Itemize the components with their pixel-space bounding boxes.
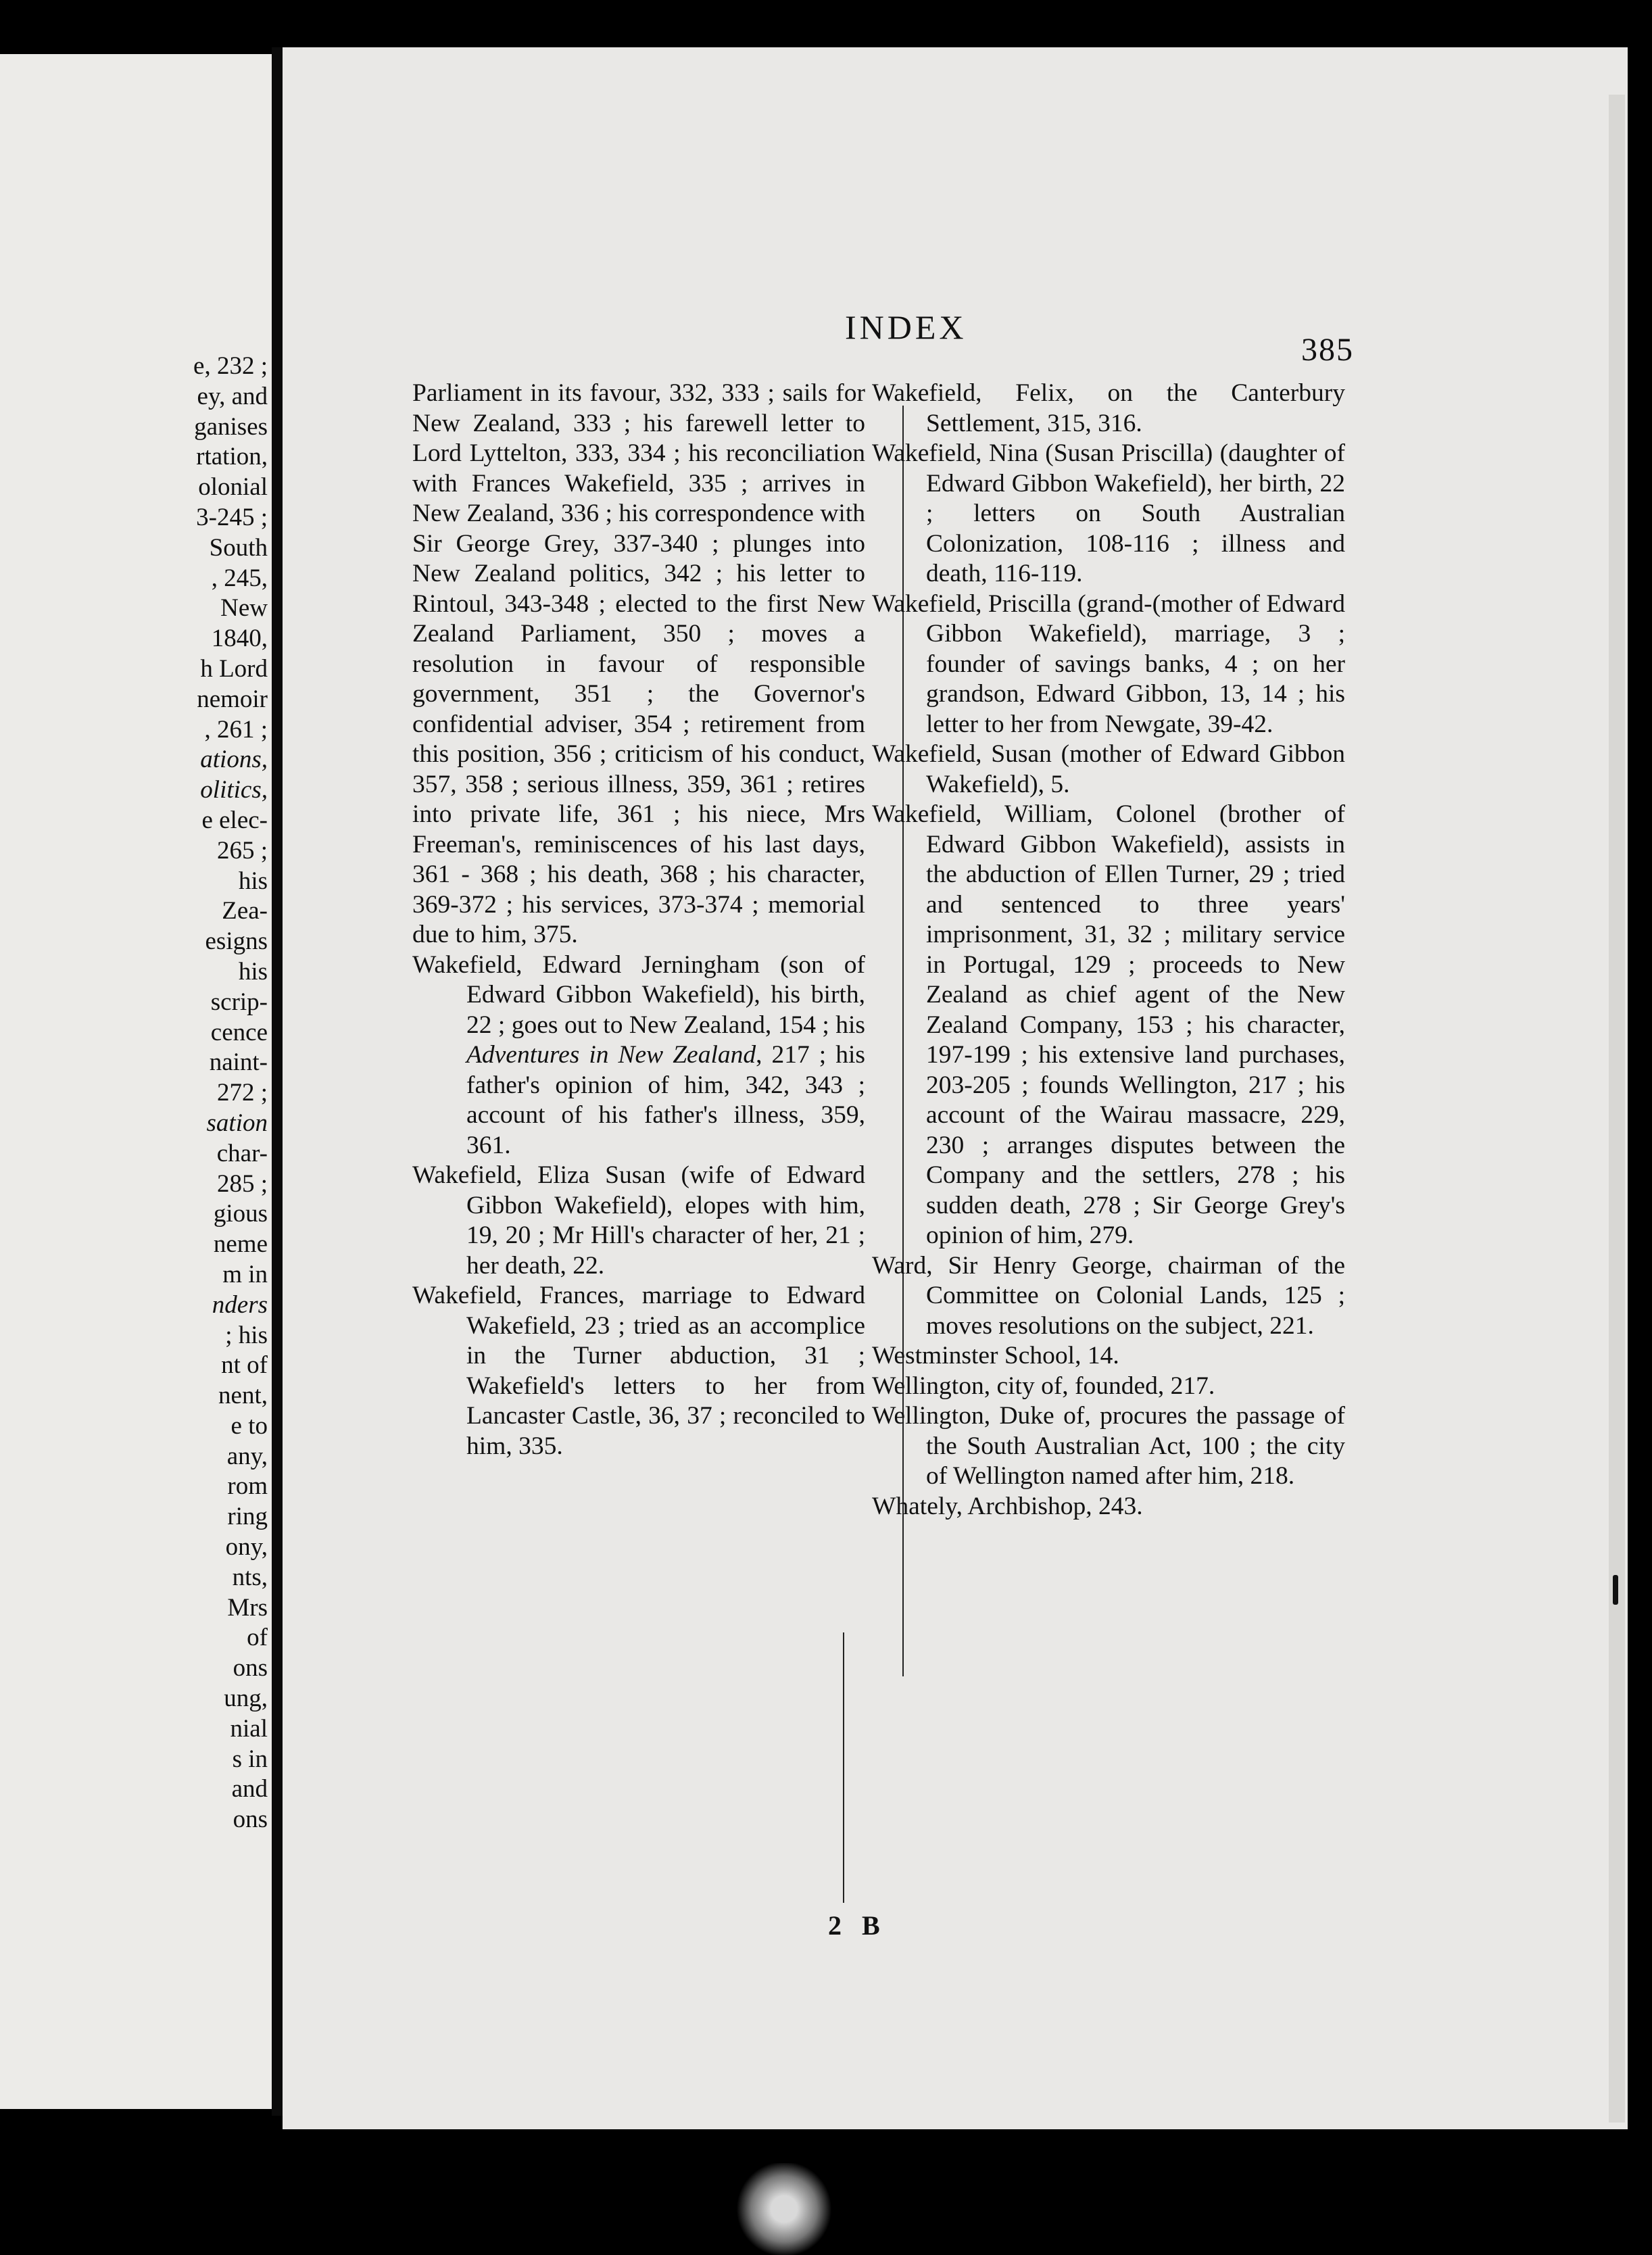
- facing-page-line: sation: [206, 1109, 268, 1137]
- margin-mark: [1613, 1575, 1618, 1605]
- index-entry: Ward, Sir Henry George, chairman of the Committee on Colonial Lands, 125 ; moves resolutions on the subject, 221.: [872, 1251, 1345, 1340]
- signature-mark: 2 B: [828, 1910, 887, 1941]
- column-rule: [843, 1632, 844, 1903]
- facing-page-line: ganises: [194, 412, 268, 441]
- facing-page-line: his: [238, 867, 268, 895]
- facing-page-line: neme: [213, 1230, 268, 1259]
- facing-page-line: nial: [230, 1714, 268, 1743]
- index-entry: Whately, Archbishop, 243.: [872, 1492, 1143, 1520]
- facing-page-line: nent,: [218, 1382, 268, 1410]
- facing-page-line: esigns: [205, 927, 268, 956]
- facing-page-line: e to: [230, 1411, 268, 1440]
- facing-page-line: his: [238, 957, 268, 986]
- index-column-left: [412, 379, 865, 1461]
- facing-page-line: ons: [233, 1654, 268, 1682]
- facing-page-line: olitics,: [200, 776, 268, 804]
- index-column-right: [872, 379, 1345, 1522]
- facing-page-line: of: [247, 1624, 268, 1652]
- page-edge: [1609, 95, 1625, 2123]
- index-entry: Wakefield, Susan (mother of Edward Gibbon Wakefield), 5.: [872, 740, 1345, 798]
- facing-page-line: ung,: [224, 1684, 268, 1713]
- index-entry: Wellington, city of, founded, 217.: [872, 1372, 1215, 1400]
- facing-page-line: cence: [210, 1018, 268, 1046]
- facing-page-line: ; his: [225, 1321, 268, 1349]
- facing-page-line: 265 ;: [216, 836, 268, 865]
- facing-page-line: rom: [227, 1472, 268, 1501]
- book-title: Adventures in New Zealand: [466, 1041, 756, 1069]
- facing-page-line: any,: [226, 1442, 268, 1470]
- facing-page-line: and: [231, 1775, 268, 1803]
- facing-page-line: rtation,: [196, 443, 268, 471]
- facing-page-line: New: [220, 594, 268, 623]
- index-entry: Wellington, Duke of, procures the passage of the South Australian Act, 100 ; the city of Wellington named after him, 218.: [872, 1402, 1345, 1490]
- page-number: 385: [1301, 332, 1354, 368]
- index-entry: Wakefield, Eliza Susan (wife of Edward Gibbon Wakefield), elopes with him, 19, 20 ; Mr Hill's character of her, 21 ; her death, 22.: [412, 1161, 865, 1280]
- facing-page-line: Zea-: [222, 897, 268, 925]
- facing-page-line: nders: [212, 1290, 268, 1319]
- facing-page-line: m in: [222, 1260, 268, 1288]
- facing-page-line: nemoir: [197, 685, 268, 713]
- facing-page-line: e, 232 ;: [193, 352, 268, 380]
- facing-page-line: 285 ;: [216, 1169, 268, 1198]
- facing-page-line: ons: [233, 1805, 268, 1834]
- facing-page-line: naint-: [209, 1048, 268, 1077]
- facing-page-line: , 245,: [211, 564, 268, 592]
- facing-page-line: ey, and: [197, 382, 268, 410]
- facing-page-line: nt of: [221, 1351, 268, 1380]
- scan-artifact: [737, 2163, 831, 2255]
- facing-page-line: 272 ;: [216, 1079, 268, 1107]
- facing-page-line: char-: [216, 1139, 268, 1167]
- facing-page-line: South: [209, 533, 268, 562]
- facing-page-line: , 261 ;: [204, 715, 268, 744]
- index-entry: Wakefield, Felix, on the Canterbury Settlement, 315, 316.: [872, 379, 1345, 437]
- facing-page-text: [0, 351, 268, 1835]
- index-entry: Wakefield, Priscilla (grand-(mother of Edward Gibbon Wakefield), marriage, 3 ; founder of savings banks, 4 ; on her grandson, Edward Gibbon, 13, 14 ; his letter to her from Newgate, 39-42.: [872, 589, 1345, 738]
- facing-page-line: Mrs: [227, 1593, 268, 1622]
- page-title: INDEX: [845, 308, 967, 346]
- facing-page-line: ony,: [225, 1533, 268, 1561]
- index-entry: Westminster School, 14.: [872, 1342, 1119, 1369]
- index-entry: Wakefield, Nina (Susan Priscilla) (daughter of Edward Gibbon Wakefield), her birth, 22 ; letters on South Australian Colonization, 108-116 ; illness and death, 116-119.: [872, 439, 1345, 587]
- facing-page-line: nts,: [232, 1563, 268, 1591]
- facing-page-line: gious: [213, 1200, 268, 1228]
- facing-page-fragment: [0, 54, 272, 2109]
- facing-page-line: scrip-: [210, 988, 268, 1016]
- index-entry-text-a: Wakefield, Edward Jerningham (son of Edward Gibbon Wakefield), his birth, 22 ; goes out to New Zealand, 154 ; his: [412, 950, 865, 1039]
- facing-page-line: s in: [232, 1745, 268, 1773]
- facing-page-line: olonial: [198, 473, 268, 502]
- facing-page-line: 1840,: [211, 625, 268, 653]
- facing-page-line: ations,: [200, 746, 268, 774]
- facing-page-line: e elec-: [201, 806, 268, 834]
- index-entry-text-b: , 217 ; his father's opinion of him, 342, 343 ; account of his father's illness, 359, 361.: [466, 1041, 865, 1159]
- index-entry: Parliament in its favour, 332, 333 ; sails for New Zealand, 333 ; his farewell letter to Lord Lyttelton, 333, 334 ; his reconciliation with Frances Wakefield, 335 ; arrives in New Zealand, 336 ; his correspondence with Sir George Grey, 337-340 ; plunges into New Zealand politics, 342 ; his letter to Rintoul, 343-348 ; elected to the first New Zealand Parliament, 350 ; moves a resolution in favour of responsible government, 351 ; the Governor's confidential adviser, 354 ; retirement from this position, 356 ; criticism of his conduct, 357, 358 ; serious illness, 359, 361 ; retires into private life, 361 ; his niece, Mrs Freeman's, reminiscences of his last days, 361 - 368 ; his death, 368 ; his character, 369-372 ; his services, 373-374 ; memorial due to him, 375.: [412, 379, 865, 948]
- index-entry: Wakefield, William, Colonel (brother of Edward Gibbon Wakefield), assists in the abduction of Ellen Turner, 29 ; tried and sentenced to three years' imprisonment, 31, 32 ; military service in Portugal, 129 ; proceeds to New Zealand as chief agent of the New Zealand Company, 153 ; his character, 197-199 ; his extensive land purchases, 203-205 ; founds Wellington, 217 ; his account of the Wairau massacre, 229, 230 ; arranges disputes between the Company and the settlers, 278 ; his sudden death, 278 ; Sir George Grey's opinion of him, 279.: [872, 800, 1345, 1249]
- facing-page-line: 3-245 ;: [196, 503, 268, 531]
- facing-page-line: h Lord: [200, 654, 268, 683]
- index-entry: [412, 950, 865, 1161]
- facing-page-line: ring: [227, 1503, 268, 1531]
- index-entry: Wakefield, Frances, marriage to Edward Wakefield, 23 ; tried as an accomplice in the Turner abduction, 31 ; Wakefield's letters to her from Lancaster Castle, 36, 37 ; reconciled to him, 335.: [412, 1282, 865, 1460]
